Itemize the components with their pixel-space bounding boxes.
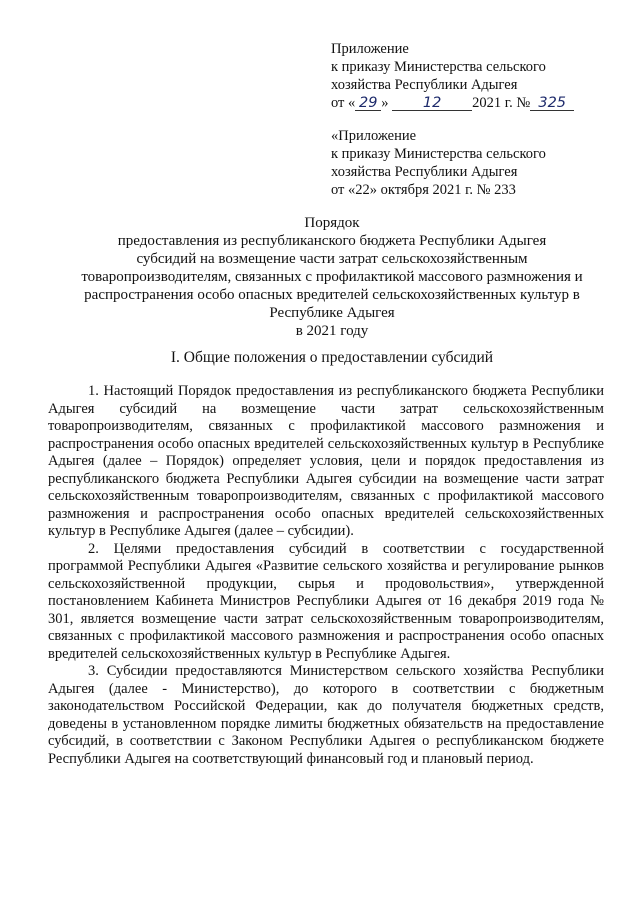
document-body	[48, 383, 604, 768]
section-heading: I. Общие положения о предоставлении субсидий	[170, 349, 494, 366]
document-title	[40, 214, 624, 340]
previous-ministry-line: хозяйства Республики Адыгея	[331, 164, 518, 180]
title-line: субсидий на возмещение части затрат сельскохозяйственным	[136, 251, 528, 267]
previous-date-line: от «22» октября 2021 г. № 233	[331, 182, 516, 198]
title-line: в 2021 году	[295, 323, 369, 339]
date-year: 2021 г. №	[472, 95, 531, 111]
handwritten-month: 12	[392, 96, 472, 111]
appendix-ministry-line: хозяйства Республики Адыгея	[331, 77, 518, 93]
previous-appendix-label: «Приложение	[331, 128, 417, 144]
title-line: распространения особо опасных вредителей сельскохозяйственных культур в	[84, 287, 580, 303]
appendix-order-line: к приказу Министерства сельского	[331, 59, 546, 75]
title-line: товаропроизводителям, связанных с профилактикой массового размножения и	[81, 269, 583, 285]
paragraph-3: 3. Субсидии предоставляются Министерством сельского хозяйства Республики Адыгея (далее - Министерство), до которого в соответствии с бюджетным законодательством Российской Федерации, как до получателя бюджетных средств, доведены в установленном порядке лимиты бюджетных обязательств на предоставление субсидий, в соответствии с Законом Республики Адыгея о республиканском бюджете Республики Адыгея на соответствующий финансовый год и плановый период.	[48, 663, 604, 767]
date-mid: »	[381, 95, 389, 111]
appendix-label: Приложение	[331, 41, 409, 57]
title-line: предоставления из республиканского бюджета Республики Адыгея	[117, 233, 547, 249]
date-prefix: от «	[331, 95, 356, 111]
paragraph-1: 1. Настоящий Порядок предоставления из республиканского бюджета Республики Адыгея субсидий на возмещение части затрат сельскохозяйственным товаропроизводителям, связанных с профилактикой массового размножения и распространения особо опасных вредителей сельскохозяйственных культур в Республике Адыгея (далее – Порядок) определяет условия, цели и порядок предоставления из республиканского бюджета Республики Адыгея субсидии на возмещение части затрат сельскохозяйственным товаропроизводителям, связанных с профилактикой массового размножения и распространения особо опасных вредителей сельскохозяйственных культур в Республике Адыгея (далее – субсидии).	[48, 383, 604, 539]
title-line: Порядок	[304, 215, 360, 231]
appendix-date-line	[331, 94, 621, 112]
handwritten-day: 29	[355, 96, 381, 111]
paragraph-2: 2. Целями предоставления субсидий в соответствии с государственной программой Республики Адыгея «Развитие сельского хозяйства и регулирование рынков сельскохозяйственной продукции, сырья и продовольствия», утвержденной постановлением Кабинета Министров Республики Адыгея от 16 декабря 2019 года № 301, является возмещение части затрат сельскохозяйственным товаропроизводителям, связанных с профилактикой массового размножения и распространения особо опасных вредителей сельскохозяйственных культур в Республике Адыгея.	[48, 540, 604, 662]
handwritten-number: 325	[530, 96, 574, 111]
title-line: Республике Адыгея	[269, 305, 395, 321]
previous-order-line: к приказу Министерства сельского	[331, 146, 546, 162]
previous-appendix-block	[331, 127, 621, 199]
appendix-header	[331, 40, 621, 112]
